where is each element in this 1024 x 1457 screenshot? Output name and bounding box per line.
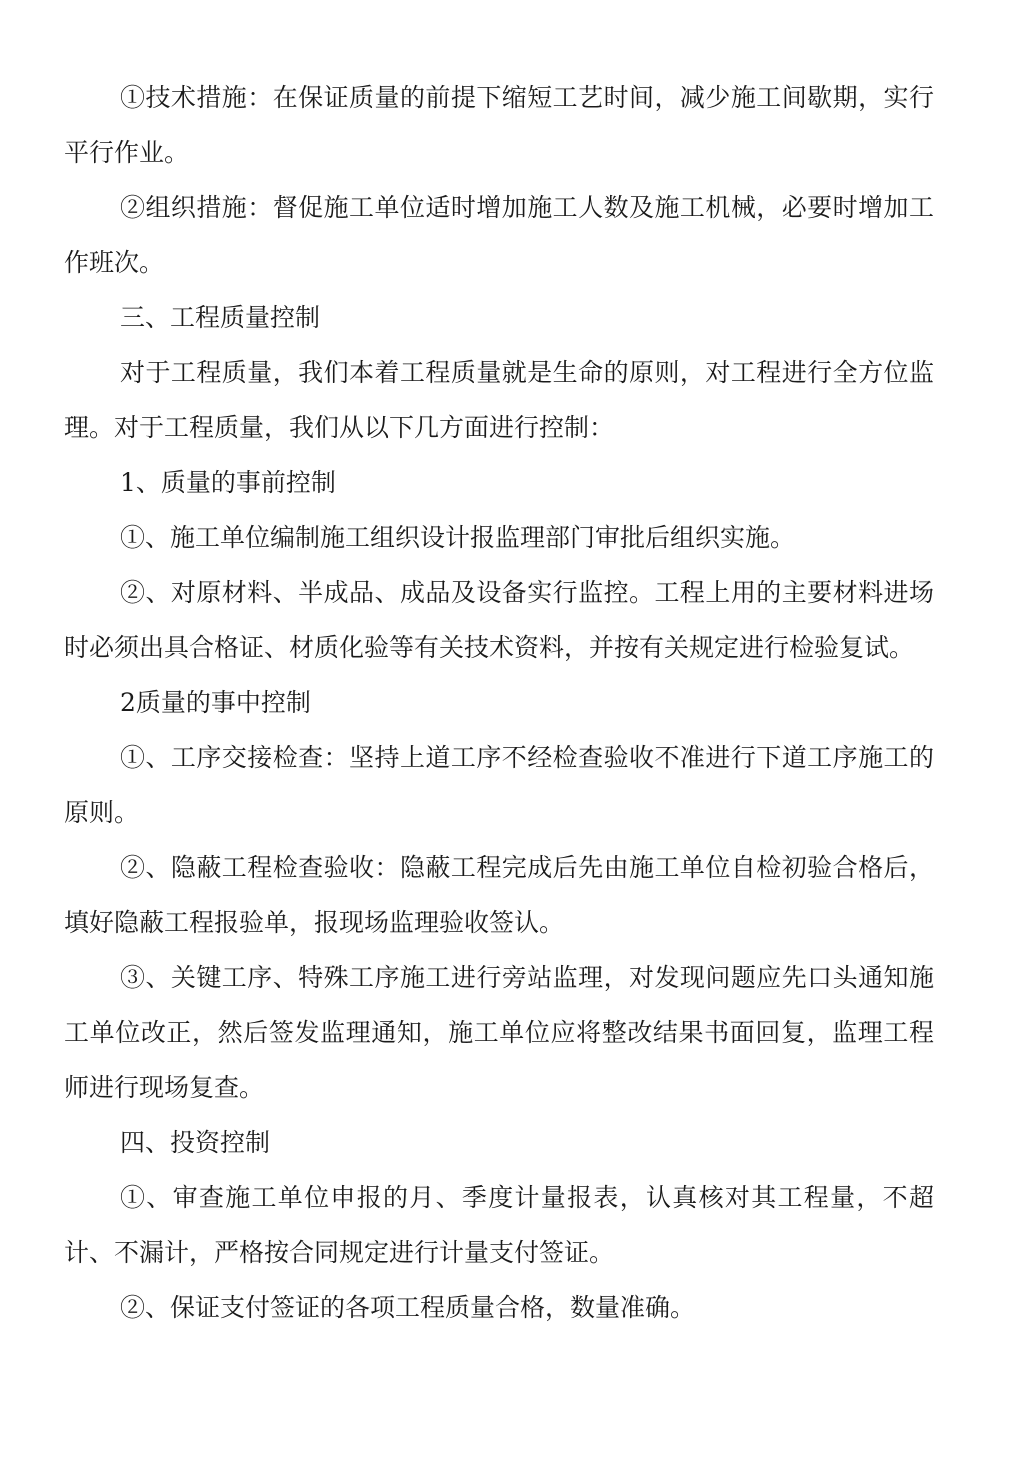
paragraph-in-process-3: ③、关键工序、特殊工序施工进行旁站监理，对发现问题应先口头通知施工单位改正，然后签发监理通知，施工单位应将整改结果书面回复，监理工程师进行现场复查。 [64,963,934,1102]
paragraph-pre-control-1: ①、施工单位编制施工组织设计报监理部门审批后组织实施。 [120,523,796,552]
section-heading-quality-control: 三、工程质量控制 [120,303,321,332]
paragraph-investment-2: ②、保证支付签证的各项工程质量合格，数量准确。 [120,1293,696,1322]
document-body [64,70,934,1335]
paragraph-investment-1: ①、审查施工单位申报的月、季度计量报表，认真核对其工程量，不超计、不漏计，严格按合同规定进行计量支付签证。 [64,1183,934,1267]
subheading-pre-control: 1、质量的事前控制 [120,468,336,497]
paragraph-quality-intro: 对于工程质量，我们本着工程质量就是生命的原则，对工程进行全方位监理。对于工程质量，我们从以下几方面进行控制： [64,358,934,442]
subheading-in-process-control: 2质量的事中控制 [120,688,311,717]
paragraph-in-process-1: ①、工序交接检查：坚持上道工序不经检查验收不准进行下道工序施工的原则。 [64,743,934,827]
paragraph-technical-measures: ①技术措施：在保证质量的前提下缩短工艺时间，减少施工间歇期，实行平行作业。 [64,83,934,167]
paragraph-organizational-measures: ②组织措施：督促施工单位适时增加施工人数及施工机械，必要时增加工作班次。 [64,193,934,277]
paragraph-pre-control-2: ②、对原材料、半成品、成品及设备实行监控。工程上用的主要材料进场时必须出具合格证、材质化验等有关技术资料，并按有关规定进行检验复试。 [64,578,934,662]
paragraph-in-process-2: ②、隐蔽工程检查验收：隐蔽工程完成后先由施工单位自检初验合格后，填好隐蔽工程报验单，报现场监理验收签认。 [64,853,934,937]
section-heading-investment-control: 四、投资控制 [120,1128,271,1157]
